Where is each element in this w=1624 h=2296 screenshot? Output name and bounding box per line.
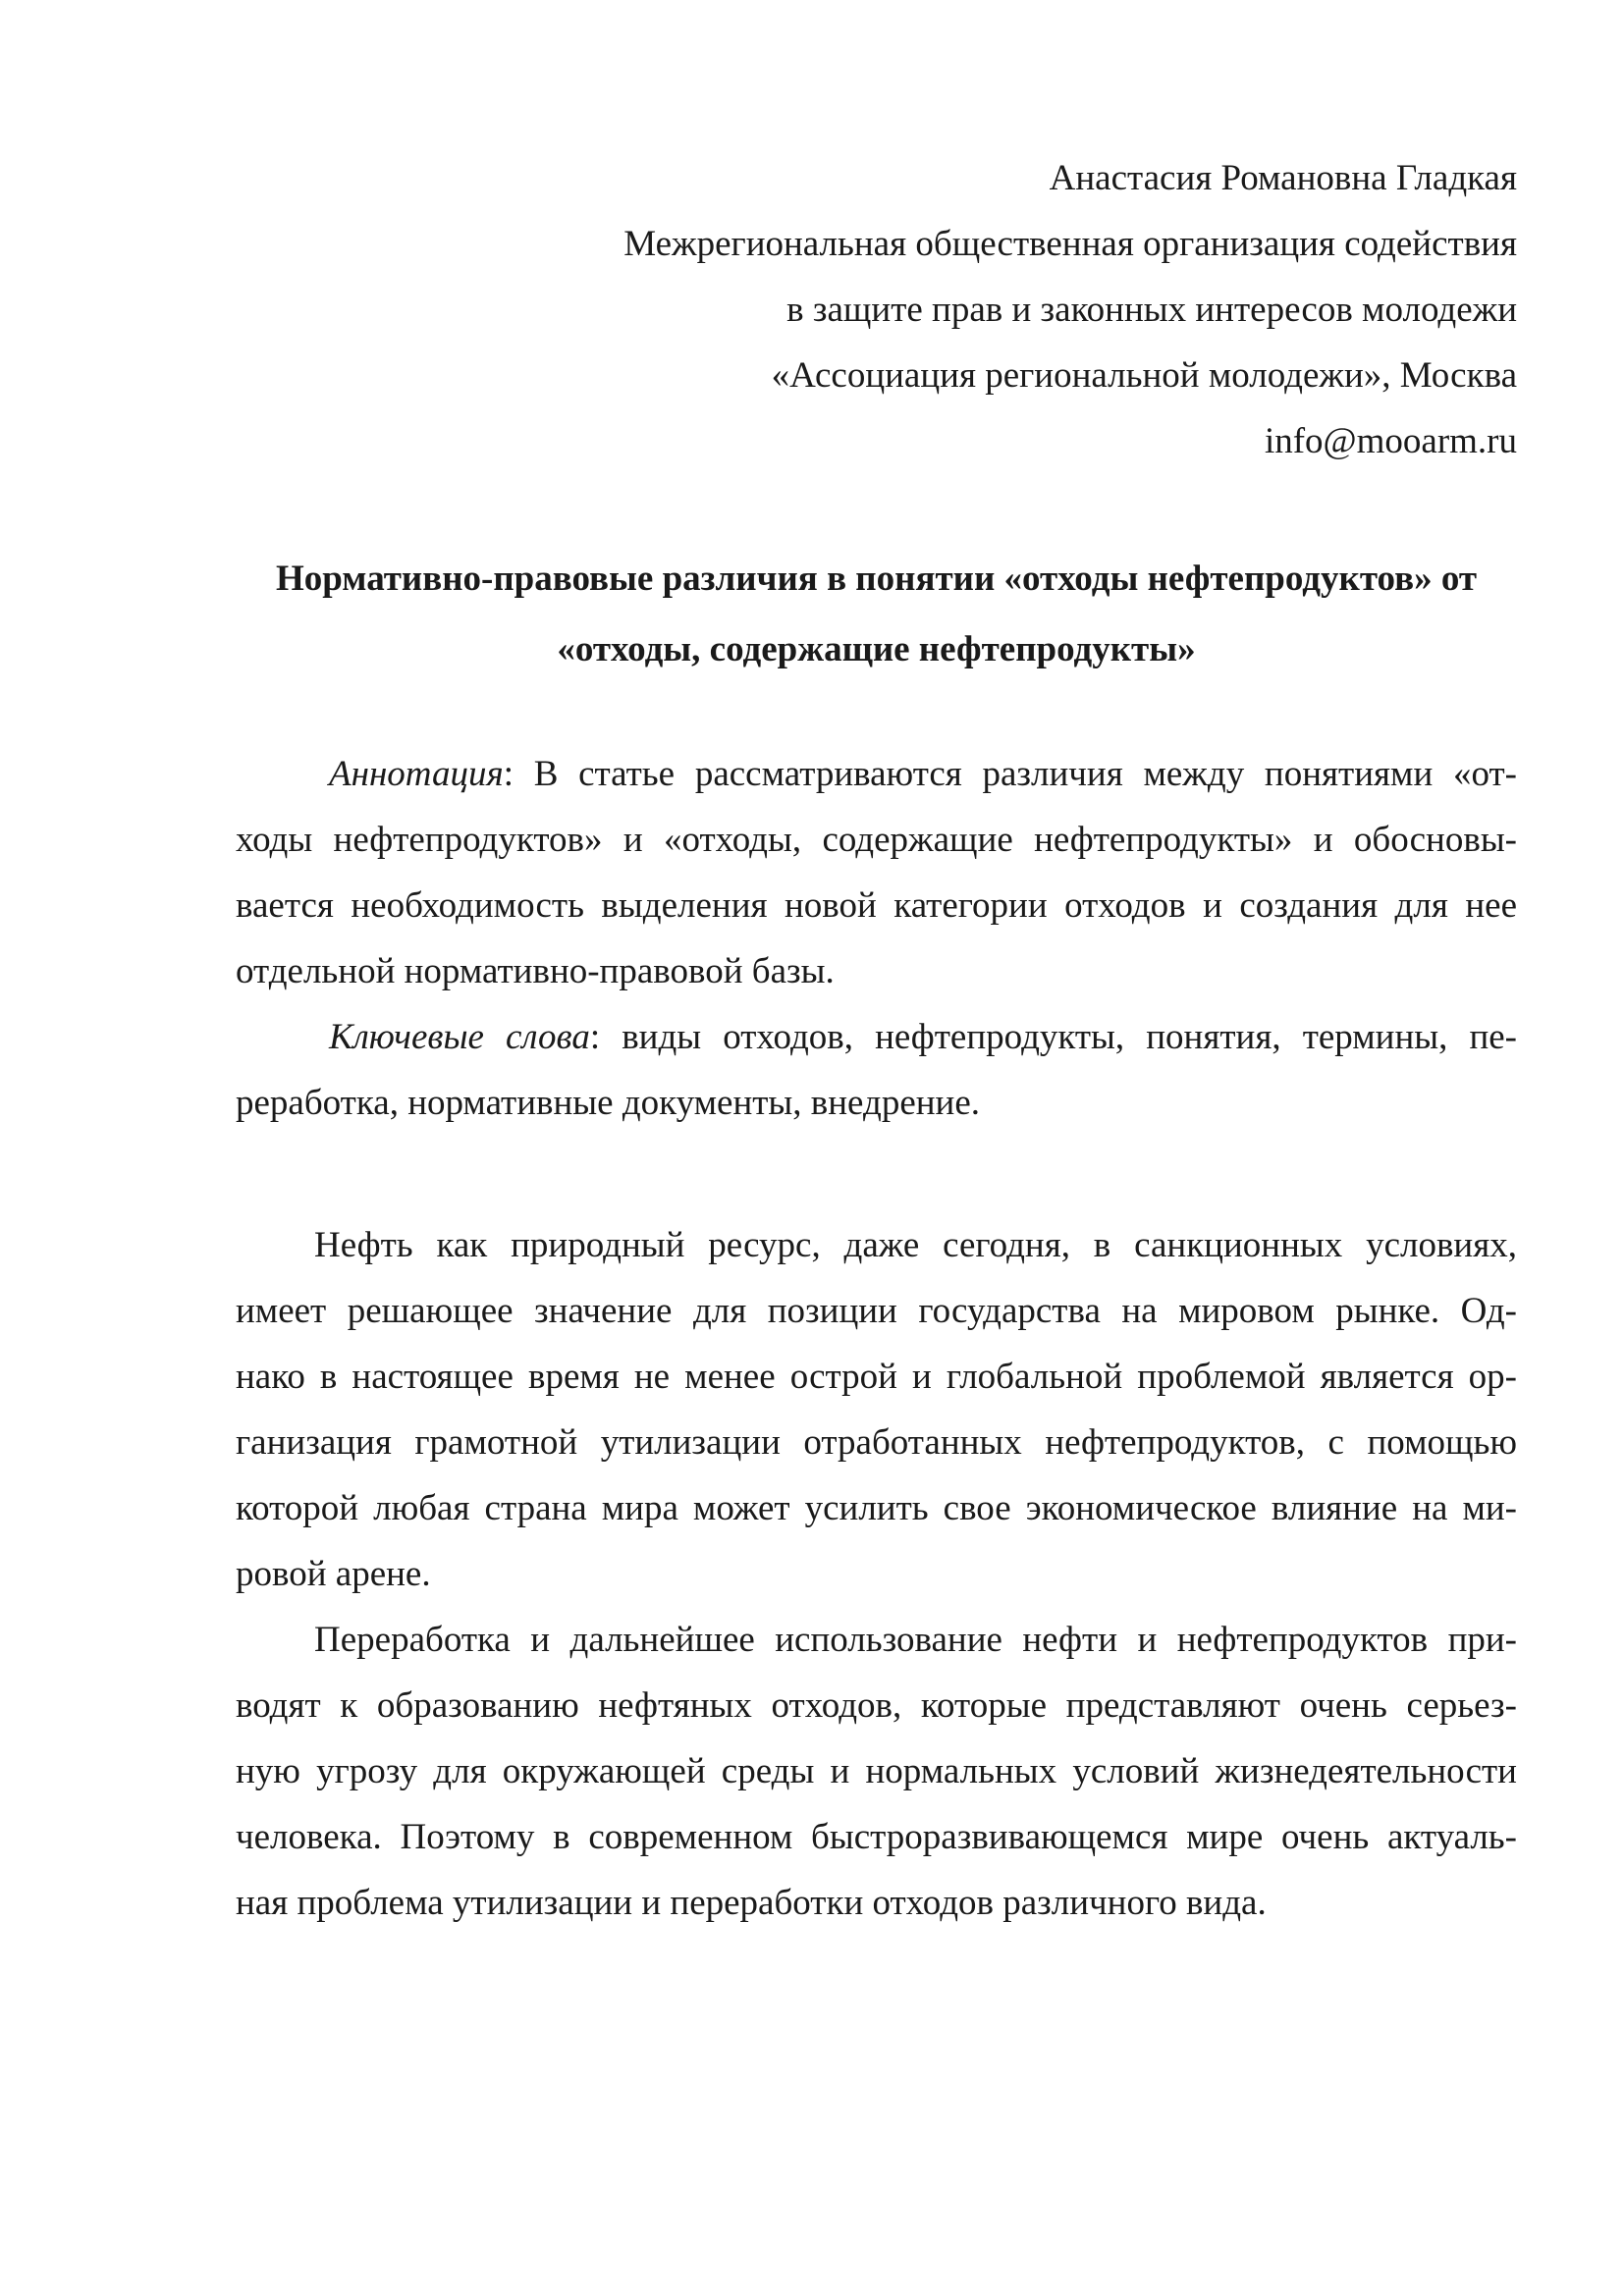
abstract-line-3: вается необходимость выделения новой категории отходов и создания для нее [236,885,1517,926]
title-line-2: «отходы, содержащие нефтепродукты» [557,629,1196,669]
p2-line-5: ная проблема утилизации и переработки отходов различного вида. [236,1883,1267,1923]
document-page [236,0,1517,2296]
keywords-label: Ключевые слова [329,1017,590,1057]
p1-line-4: ганизация грамотной утилизации отработанных нефтепродуктов, с помощью [236,1422,1517,1463]
p1-line-2: имеет решающее значение для позиции государства на мировом рынке. Од- [236,1291,1517,1331]
author-org-line-2: в защите прав и законных интересов молодежи [786,290,1517,330]
p1-line-1: Нефть как природный ресурс, даже сегодня, в санкционных условиях, [314,1225,1517,1265]
author-org-line-3: «Ассоциация региональной молодежи», Москва [771,355,1517,396]
abstract-line-1 [236,741,1517,807]
abstract-line-2: ходы нефтепродуктов» и «отходы, содержащие нефтепродукты» и обосновы- [236,820,1517,860]
keywords-line-1 [236,1004,1517,1070]
keywords-line-1-text: : виды отходов, нефтепродукты, понятия, термины, пе- [589,1017,1517,1057]
p1-line-3: нако в настоящее время не менее острой и глобальной проблемой является ор- [236,1357,1517,1397]
p2-line-4: человека. Поэтому в современном быстроразвивающемся мире очень актуаль- [236,1817,1517,1857]
author-email: info@mooarm.ru [1264,421,1517,461]
abstract-line-4: отдельной нормативно-правовой базы. [236,951,835,991]
keywords-line-2: реработка, нормативные документы, внедрение. [236,1083,981,1123]
p2-line-1: Переработка и дальнейшее использование нефти и нефтепродуктов при- [314,1620,1517,1660]
abstract-line-1-text: : В статье рассматриваются различия между понятиями «от- [503,754,1517,794]
abstract-block [236,741,1517,1136]
abstract-label: Аннотация [329,754,504,794]
body-paragraph-1 [236,1212,1517,1607]
author-block [236,145,1517,474]
author-org-line-1: Межрегиональная общественная организация содействия [623,224,1517,264]
p2-line-3: ную угрозу для окружающей среды и нормальных условий жизнедеятельности [236,1751,1517,1791]
author-name: Анастасия Романовна Гладкая [1049,158,1517,198]
p1-line-5: которой любая страна мира может усилить свое экономическое влияние на ми- [236,1488,1517,1528]
p1-line-6: ровой арене. [236,1554,431,1594]
body-paragraph-2 [236,1607,1517,1936]
article-title [236,544,1517,685]
title-line-1: Нормативно-правовые различия в понятии «отходы нефтепродуктов» от [275,559,1478,599]
p2-line-2: водят к образованию нефтяных отходов, которые представляют очень серьез- [236,1685,1517,1726]
